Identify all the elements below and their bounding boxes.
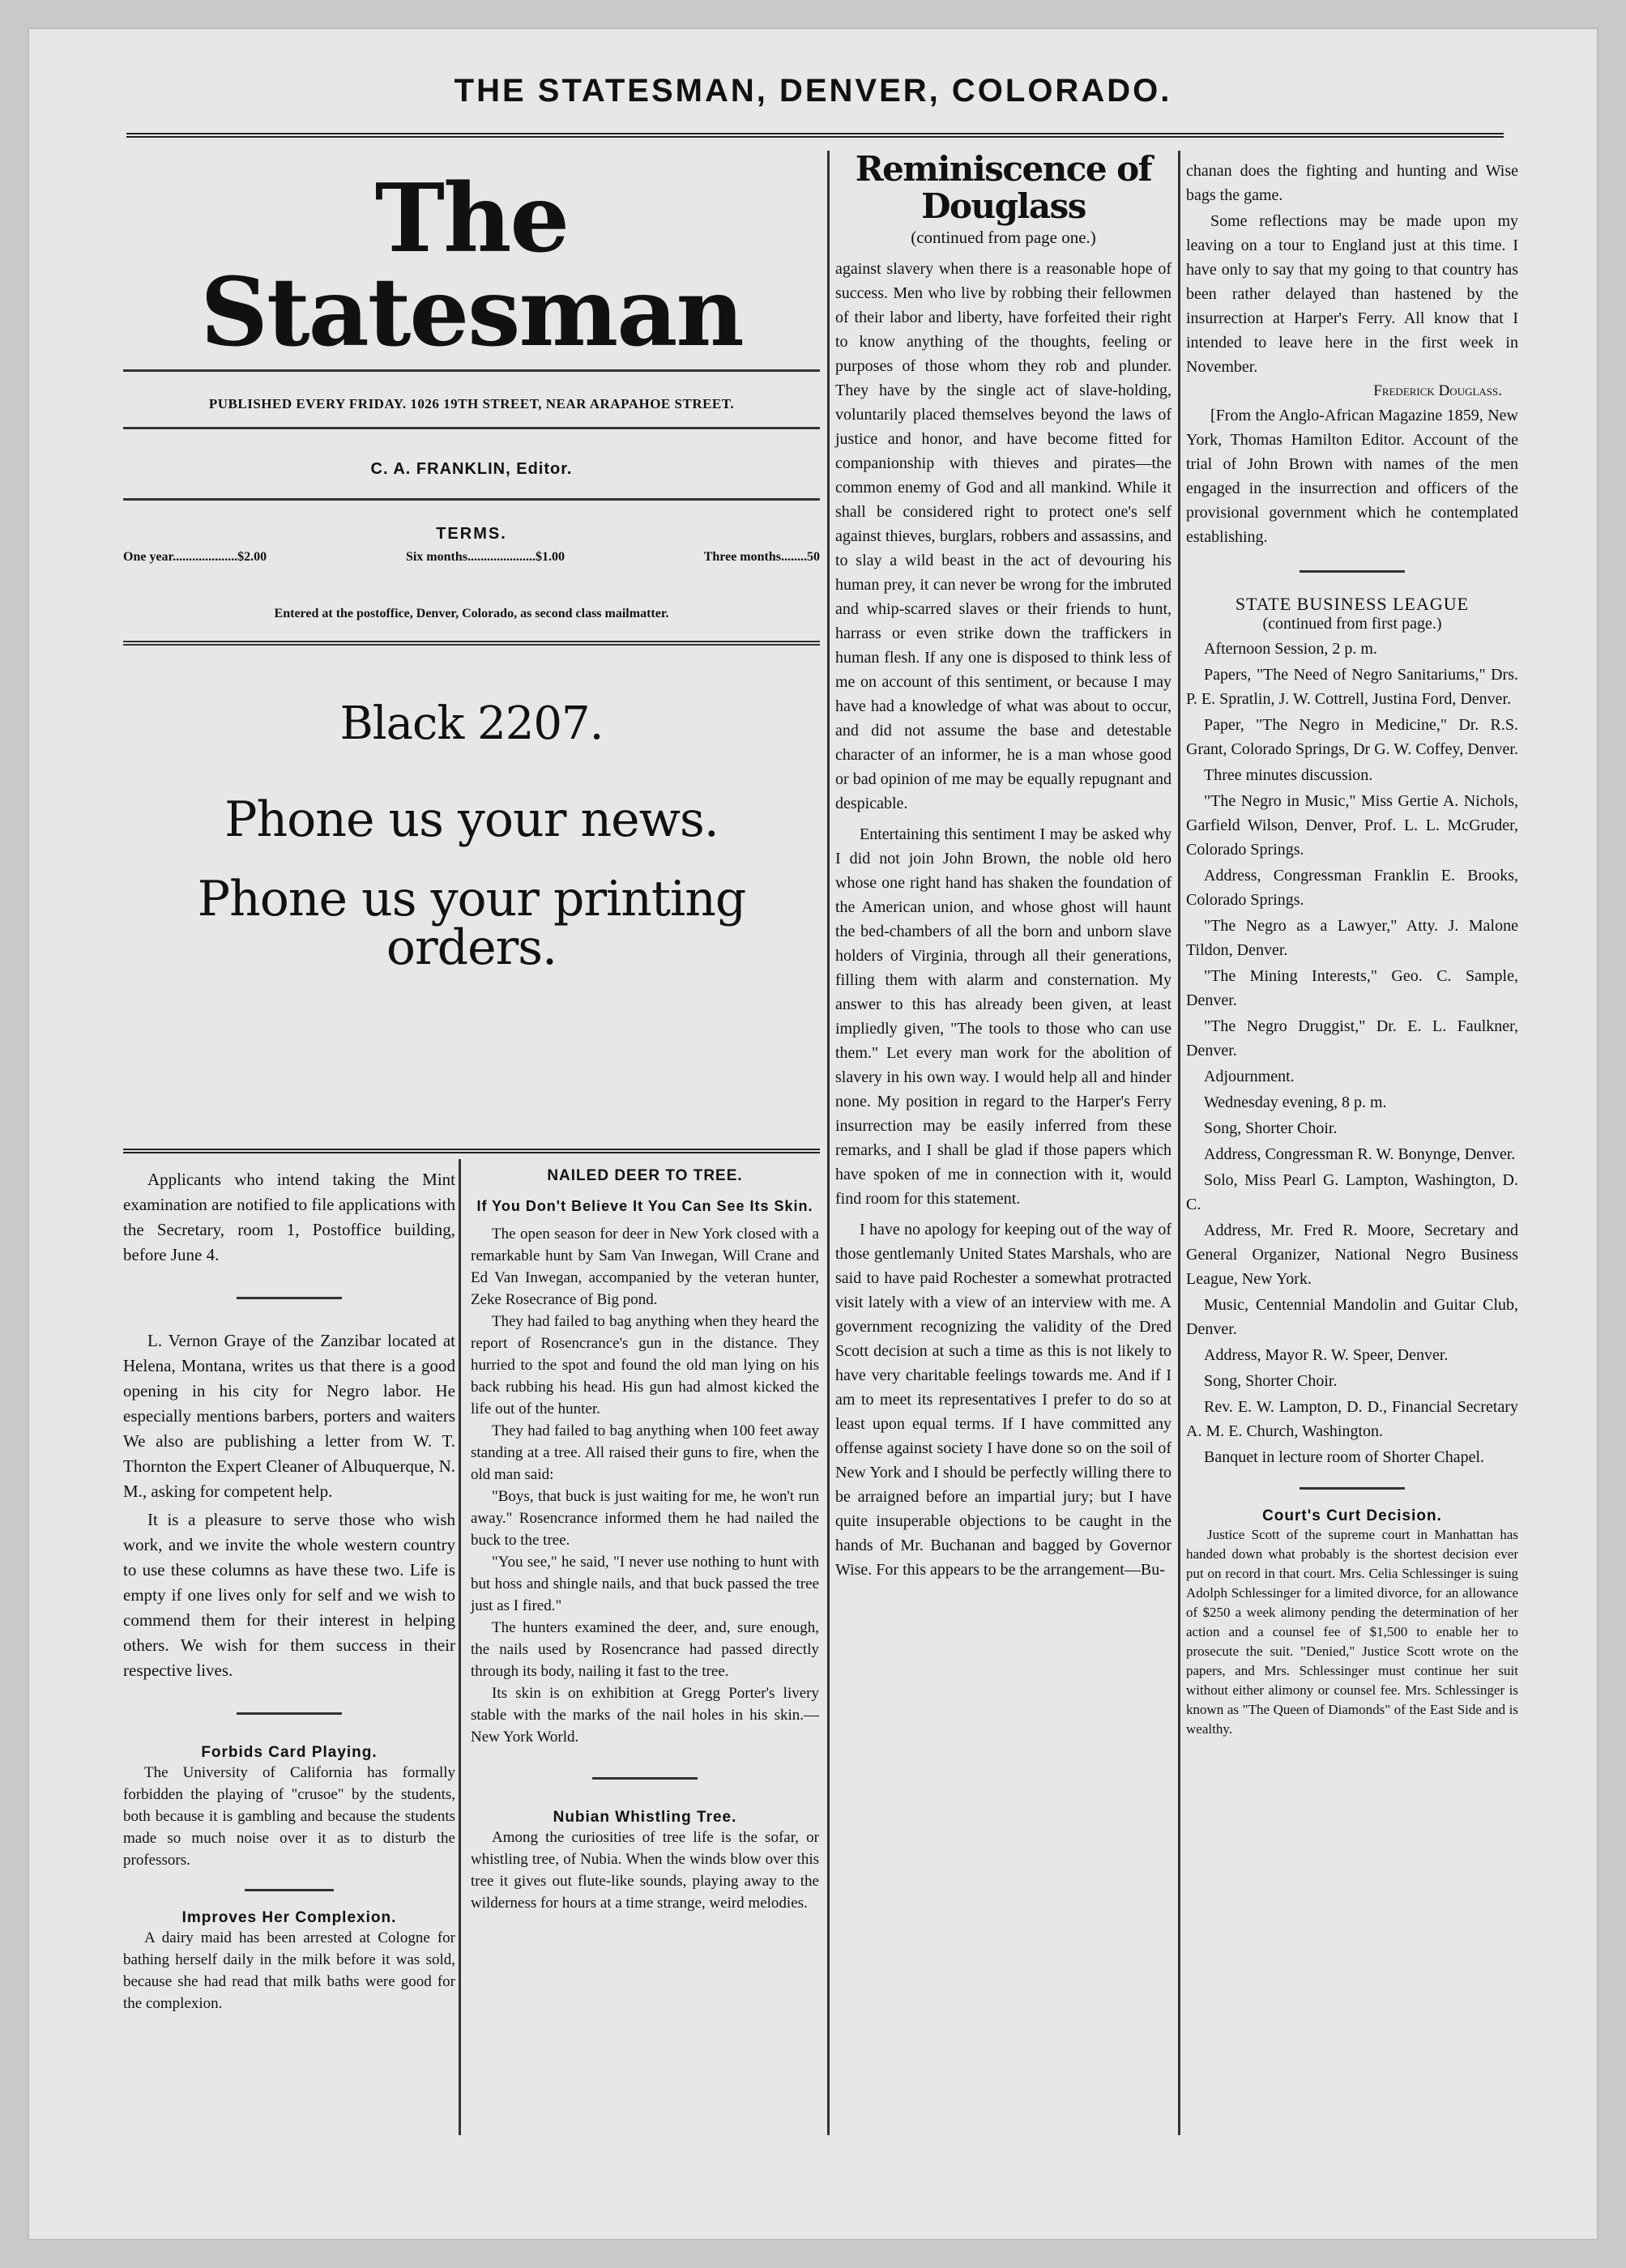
douglass-paragraph: against slavery when there is a reasonable hope of success. Men who live by robbing their fellowmen of their labor and liberty, have forfeited their right to know anything of the thoughts, feeling or purposes of those whom they rob and plunder. They have by the single act of slave-holding, voluntarily placed themselves beyond the laws of justice and honor, and have become fitted for companionship with thieves and pirates—the common enemy of God and all mankind. While it shall be considered right to protect one's self against thieves, burglars, robbers and assassins, and to slay a wild beast in the act of devouring his human prey, it can never be wrong for the imbruted and whip-scarred slaves or their friends to hunt, harrass or even strike down the traffickers in human flesh. If any one is disposed to think less of me on account of this sentiment, or because I may have had a knowledge of what was about to occur, and did not assume the base and detestable character of an informer, he is a man whose good or bad opinion of me may be equally repugnant and despicable. (835, 260, 1171, 813)
masthead-title: The Statesman (200, 164, 743, 368)
complexion-article (123, 1927, 455, 2014)
league-item: Address, Congressman Franklin E. Brooks, Colorado Springs. (1186, 867, 1518, 909)
newspaper-page (29, 29, 1597, 2239)
complexion-text: A dairy maid has been arrested at Cologne for bathing herself daily in the milk before it was sold, because she had read that milk baths were good for the complexion. (123, 1929, 455, 2012)
douglass-continued: (continued from page one.) (911, 228, 1096, 248)
entered-notice: Entered at the postoffice, Denver, Colorado, as second class mailmatter. (274, 607, 669, 620)
court-heading: Court's Curt Decision. (1262, 1507, 1442, 1524)
term-six-months: Six months.....................$1.00 (405, 550, 565, 564)
league-item: Address, Congressman R. W. Bonynge, Denver. (1204, 1145, 1516, 1163)
mint-notice-text: Applicants who intend taking the Mint examination are notified to file applications with the Secretary, room 1, Postoffice building, before June 4. (123, 1170, 455, 1264)
league-item: Song, Shorter Choir. (1204, 1372, 1338, 1390)
card-playing-article (123, 1762, 455, 1871)
league-item: Address, Mayor R. W. Speer, Denver. (1204, 1346, 1449, 1364)
deer-paragraph: They had failed to bag anything when 100 feet away standing at a tree. All raised their guns to fire, when the old man said: (471, 1422, 819, 1483)
mint-notice (123, 1167, 455, 1268)
douglass-source (1186, 403, 1518, 549)
card-playing-heading: Forbids Card Playing. (201, 1744, 378, 1761)
top-rule (126, 133, 1504, 138)
masthead-rule (123, 427, 820, 429)
douglass-title: Reminiscence of Douglass (855, 149, 1152, 227)
deer-heading: NAILED DEER TO TREE. (547, 1167, 743, 1184)
douglass-signature: Frederick Douglass. (1373, 382, 1502, 399)
column-rule (1178, 151, 1180, 2135)
deer-paragraph: "Boys, that buck is just waiting for me, he won't run away." Rosencrance informed them he had nailed the buck to the tree. (471, 1488, 819, 1549)
league-item: "The Negro in Music," Miss Gertie A. Nichols, Garfield Wilson, Denver, Prof. L. L. McGruder, Colorado Springs. (1186, 792, 1518, 859)
labor-notice (123, 1328, 455, 1683)
league-item: Solo, Miss Pearl G. Lampton, Washington, D. C. (1186, 1171, 1518, 1213)
phone-line-printing: Phone us your printing orders. (197, 871, 746, 976)
douglass-paragraph: Entertaining this sentiment I may be asked why I did not join John Brown, the noble old hero whose one right hand has shaken the foundation of the American union, and whose ghost will haunt the bed-chambers of all the born and unborn slave holders of Virginia, through all their generations, filling them with alarm and consternation. My answer to this has already been given, at least impliedly given, "The tools to those who can use them." Let every man work for the abolition of slavery in his own way. I would help all and hinder none. My position in regard to the Harper's Ferry insurrection may be easily inferred from these remarks, and I shall be glad if those papers which have spoken of me in connection with it, would find room for this statement. (835, 825, 1171, 1209)
league-item: Banquet in lecture room of Shorter Chapel. (1204, 1448, 1485, 1466)
douglass-paragraph: I have no apology for keeping out of the way of those gentlemanly United States Marshals, who are said to have paid Rochester a somewhat protracted visit lately with a view of an interview with me. A government recognizing the validity of the Dred Scott decision at such a time as this is not likely to have very charitable feelings towards me. And if I am to meet its representatives I prefer to do so at least upon equal terms. If I have committed any offense against society I have done so on the soil of New York and I should be perfectly willing there to be arraigned before an impartial jury; but I have quite insuperable objections to be caught in the hands of Mr. Buchanan and bagged by Governor Wise. For this appears to be the arrangement—Bu- (835, 1221, 1171, 1580)
nubian-text: Among the curiosities of tree life is the sofar, or whistling tree, of Nubia. When the winds blow over this tree it gives out flute-like sounds, playing away to the wilderness for hours at a time strange, weird melodies. (471, 1829, 819, 1912)
deer-paragraph: Its skin is on exhibition at Gregg Porter's livery stable with the marks of the nail holes in his skin.—New York World. (471, 1685, 819, 1746)
column-4 (1186, 159, 1518, 1739)
league-item: Music, Centennial Mandolin and Guitar Club, Denver. (1186, 1296, 1518, 1338)
league-item: Song, Shorter Choir. (1204, 1119, 1338, 1137)
masthead-rule (123, 498, 820, 501)
league-item: Wednesday evening, 8 p. m. (1204, 1094, 1387, 1111)
column-2 (471, 1167, 819, 1914)
league-item: Afternoon Session, 2 p. m. (1204, 640, 1377, 658)
card-playing-text: The University of California has formally forbidden the playing of "crusoe" by the students, both because it is gambling and because the students made so much noise over it as to disturb the professors. (123, 1764, 455, 1869)
deer-paragraph: "You see," he said, "I never use nothing to hunt with but hoss and shingle nails, and that buck passed the tree just as I fired." (471, 1554, 819, 1614)
league-item: "The Negro Druggist," Dr. E. L. Faulkner, Denver. (1186, 1017, 1518, 1059)
terms-heading: TERMS. (436, 525, 507, 543)
douglass-source-text: [From the Anglo-African Magazine 1859, New York, Thomas Hamilton Editor. Account of the trial of John Brown with names of the men engaged in the insurrection and officers of the provisional government which he contemplated establishing. (1186, 407, 1518, 546)
league-item: Paper, "The Negro in Medicine," Dr. R.S. Grant, Colorado Springs, Dr G. W. Coffey, Denver. (1186, 716, 1518, 758)
phone-line-news: Phone us your news. (224, 791, 719, 848)
column-1 (123, 1167, 455, 2014)
editor-line: C. A. FRANKLIN, Editor. (370, 460, 573, 478)
column-rule (459, 1159, 461, 2135)
separator (592, 1777, 698, 1780)
masthead-double-rule (123, 641, 820, 646)
deer-article (471, 1223, 819, 1748)
terms-row (123, 550, 820, 565)
league-item: Three minutes discussion. (1204, 766, 1373, 784)
labor-notice-text-2: It is a pleasure to serve those who wish work, and we invite the whole western country to use these columns as have these two. Life is empty if one lives only for self and we wish to commend them for their interest in helping others. We wish for them success in their respective lives. (123, 1510, 455, 1680)
douglass-article (835, 257, 1171, 1582)
separator (1300, 1487, 1405, 1490)
douglass-continuation-paragraph: chanan does the fighting and hunting and Wise bags the game. (1186, 162, 1518, 204)
court-text: Justice Scott of the supreme court in Manhattan has handed down what probably is the shortest decision ever put on record in that court. Mrs. Celia Schlessinger is suing Adolph Schlessinger for a limited divorce, for an allowance of $250 a week alimony pending the determination of her action and a counsel fee of $1,500 to enable her to prosecute the suit. "Denied," Justice Scott wrote on the papers, and Mrs. Schlessinger must continue her suit without either alimony or counsel fee. Mrs. Schlessinger is known as "The Queen of Diamonds" of the East Side and is wealthy. (1186, 1527, 1518, 1737)
league-continued: (continued from first page.) (1262, 615, 1442, 633)
court-article (1186, 1525, 1518, 1739)
douglass-continuation-paragraph: Some reflections may be made upon my leaving on a tour to England just at this time. I have only to say that my going to that country has been rather delayed than hastened by the insurrection at Harper's Ferry. All know that I intended to leave here in the first week in November. (1186, 212, 1518, 376)
masthead (123, 156, 820, 646)
league-item: "The Mining Interests," Geo. C. Sample, Denver. (1186, 967, 1518, 1009)
league-heading: STATE BUSINESS LEAGUE (1235, 594, 1470, 614)
complexion-heading: Improves Her Complexion. (181, 1909, 397, 1926)
deer-paragraph: The open season for deer in New York closed with a remarkable hunt by Sam Van Inwegan, Will Crane and Ed Van Inwegan, accompanied by the veteran hunter, Zeke Rosecrance of Big pond. (471, 1226, 819, 1308)
league-item: Address, Mr. Fred R. Moore, Secretary and General Organizer, National Negro Business League, New York. (1186, 1221, 1518, 1288)
deer-paragraph: They had failed to bag anything when they heard the report of Rosencrance's gun in the distance. They hurried to the spot and found the old man lying on his back rubbing his head. His gun had almost kicked the life out of the hunter. (471, 1313, 819, 1418)
term-one-year: One year....................$2.00 (123, 550, 267, 564)
phone-number: Black 2207. (339, 697, 604, 750)
running-head: THE STATESMAN, DENVER, COLORADO. (454, 73, 1172, 109)
nubian-heading: Nubian Whistling Tree. (553, 1809, 737, 1826)
douglass-continuation (1186, 159, 1518, 379)
separator (245, 1889, 334, 1891)
column-3 (835, 151, 1171, 1584)
separator (1300, 570, 1405, 573)
deer-paragraph: The hunters examined the deer, and, sure enough, the nails used by Rosencrance had passed directly through its body, nailing it fast to the tree. (471, 1619, 819, 1680)
section-rule (123, 1149, 820, 1153)
separator (237, 1712, 342, 1715)
league-program (1186, 637, 1518, 1469)
masthead-rule (123, 369, 820, 372)
league-item: Papers, "The Need of Negro Sanitariums," Drs. P. E. Spratlin, J. W. Cottrell, Justina Ford, Denver. (1186, 666, 1518, 708)
league-item: "The Negro as a Lawyer," Atty. J. Malone Tildon, Denver. (1186, 917, 1518, 959)
separator (237, 1297, 342, 1299)
phone-advertisement (123, 697, 820, 1003)
league-item: Adjournment. (1204, 1068, 1295, 1085)
nubian-article (471, 1827, 819, 1914)
column-rule (827, 151, 830, 2135)
labor-notice-text: L. Vernon Graye of the Zanzibar located at Helena, Montana, writes us that there is a good opening in his city for Negro labor. He especially mentions barbers, porters and waiters We also are publishing a letter from W. T. Thornton the Expert Cleaner of Albuquerque, N. M., asking for competent help. (123, 1331, 455, 1501)
deer-subheading: If You Don't Believe It You Can See Its Skin. (476, 1198, 813, 1214)
term-three-months: Three months........50 (703, 550, 820, 564)
league-item: Rev. E. W. Lampton, D. D., Financial Secretary A. M. E. Church, Washington. (1186, 1398, 1518, 1440)
publication-info: PUBLISHED EVERY FRIDAY. 1026 19TH STREET, NEAR ARAPAHOE STREET. (208, 396, 735, 411)
